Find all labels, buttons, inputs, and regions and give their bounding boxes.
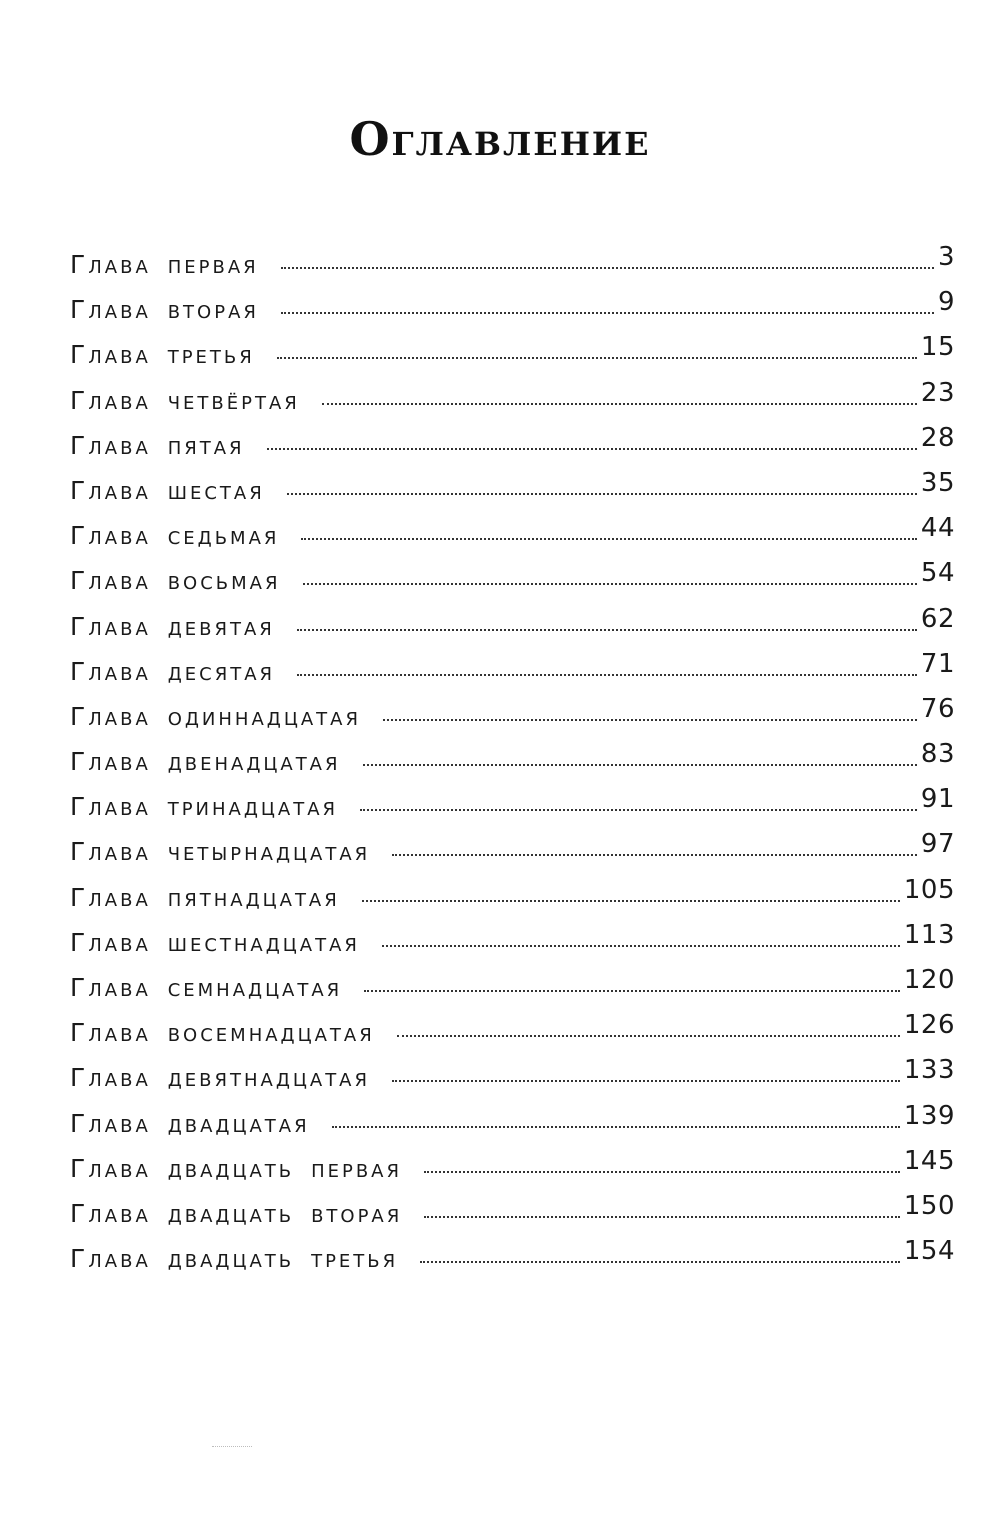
dot-leader [382, 945, 900, 947]
toc-entry [70, 1145, 955, 1199]
dot-leader [332, 1126, 900, 1128]
toc-entry-page: 91 [920, 784, 955, 815]
dot-leader [360, 809, 917, 811]
toc-entry-page: 126 [903, 1010, 955, 1041]
table-of-contents [70, 242, 955, 1289]
toc-entry [70, 1100, 955, 1154]
dot-leader [297, 674, 917, 676]
toc-entry [70, 467, 955, 521]
toc-entry-label: Глава двадцать первая [70, 1153, 403, 1183]
dot-leader [267, 448, 917, 450]
toc-entry [70, 558, 955, 611]
print-speck [212, 1444, 252, 1447]
toc-entry-label: Глава девятнадцатая [70, 1063, 371, 1093]
toc-entry-label: Глава двадцать вторая [70, 1198, 403, 1228]
toc-entry-page: 54 [920, 558, 955, 589]
dot-leader [392, 854, 917, 856]
toc-entry-label: Глава восьмая [70, 566, 281, 596]
toc-entry-page: 113 [903, 919, 955, 950]
dot-leader [362, 900, 900, 902]
toc-entry-label: Глава седьмая [70, 521, 280, 551]
toc-entry [70, 874, 955, 928]
dot-leader [424, 1171, 900, 1173]
toc-entry [70, 422, 955, 476]
dot-leader [297, 629, 917, 631]
toc-entry [70, 919, 955, 973]
toc-entry [70, 693, 955, 747]
toc-entry-label: Глава девятая [70, 611, 275, 641]
toc-entry-page: 154 [903, 1236, 955, 1267]
toc-entry-label: Глава пятнадцатая [70, 882, 340, 912]
toc-entry-label: Глава вторая [70, 295, 259, 325]
toc-entry-label: Глава семнадцатая [70, 973, 343, 1002]
toc-entry [70, 1236, 955, 1289]
dot-leader [322, 403, 917, 405]
dot-leader [383, 719, 917, 721]
dot-leader [281, 267, 934, 269]
toc-entry-page: 71 [920, 648, 955, 679]
dot-leader [420, 1261, 900, 1263]
dot-leader [363, 764, 917, 766]
toc-entry-page: 15 [920, 332, 955, 363]
toc-entry-label: Глава двадцать третья [70, 1244, 399, 1274]
toc-entry-page: 28 [920, 422, 955, 453]
toc-entry-page: 9 [937, 287, 955, 318]
toc-entry [70, 287, 955, 340]
toc-entry-page: 23 [920, 377, 955, 408]
toc-entry-page: 150 [903, 1190, 955, 1221]
toc-entry [70, 242, 955, 295]
toc-entry-label: Глава четырнадцатая [70, 837, 371, 867]
dot-leader [392, 1080, 900, 1082]
dot-leader [303, 583, 917, 585]
dot-leader [397, 1035, 900, 1037]
toc-entry-label: Глава восемнадцатая [70, 1018, 375, 1048]
toc-entry [70, 1190, 955, 1244]
dot-leader [301, 538, 916, 540]
toc-entry-label: Глава двенадцатая [70, 747, 341, 777]
dot-leader [364, 990, 900, 992]
toc-entry-page: 133 [903, 1055, 955, 1086]
toc-entry [70, 739, 955, 792]
toc-entry-label: Глава шестнадцатая [70, 927, 360, 957]
toc-entry [70, 377, 955, 431]
toc-entry-page: 120 [903, 965, 955, 995]
toc-entry [70, 829, 955, 882]
toc-entry-page: 62 [920, 603, 955, 634]
toc-entry-label: Глава четвёртая [70, 385, 300, 415]
toc-entry [70, 648, 955, 702]
toc-entry [70, 784, 955, 837]
toc-entry-page: 145 [903, 1145, 955, 1176]
dot-leader [424, 1216, 900, 1218]
toc-entry-label: Глава пятая [70, 430, 245, 460]
toc-entry-label: Глава шестая [70, 475, 265, 505]
toc-entry [70, 513, 955, 566]
toc-entry [70, 1055, 955, 1108]
toc-entry-page: 139 [903, 1100, 955, 1131]
toc-entry-page: 35 [920, 467, 955, 498]
toc-entry [70, 603, 955, 657]
toc-entry [70, 332, 955, 385]
toc-entry-label: Глава одиннадцатая [70, 701, 361, 731]
toc-entry-label: Глава десятая [70, 656, 276, 686]
toc-entry-label: Глава тринадцатая [70, 792, 339, 822]
toc-entry-label: Глава первая [70, 250, 259, 279]
toc-entry-page: 105 [903, 874, 955, 905]
toc-entry-page: 97 [920, 829, 955, 860]
toc-entry-page: 76 [920, 693, 955, 724]
dot-leader [287, 493, 917, 495]
dot-leader [277, 357, 917, 359]
toc-entry-label: Глава двадцатая [70, 1108, 310, 1138]
toc-entry-page: 44 [920, 513, 955, 544]
dot-leader [281, 312, 934, 314]
toc-entry-page: 83 [920, 739, 955, 770]
toc-entry [70, 1010, 955, 1063]
toc-entry-page: 3 [937, 242, 955, 272]
page-title: Оглавление [349, 112, 651, 166]
toc-entry-label: Глава третья [70, 340, 255, 370]
toc-entry [70, 965, 955, 1018]
